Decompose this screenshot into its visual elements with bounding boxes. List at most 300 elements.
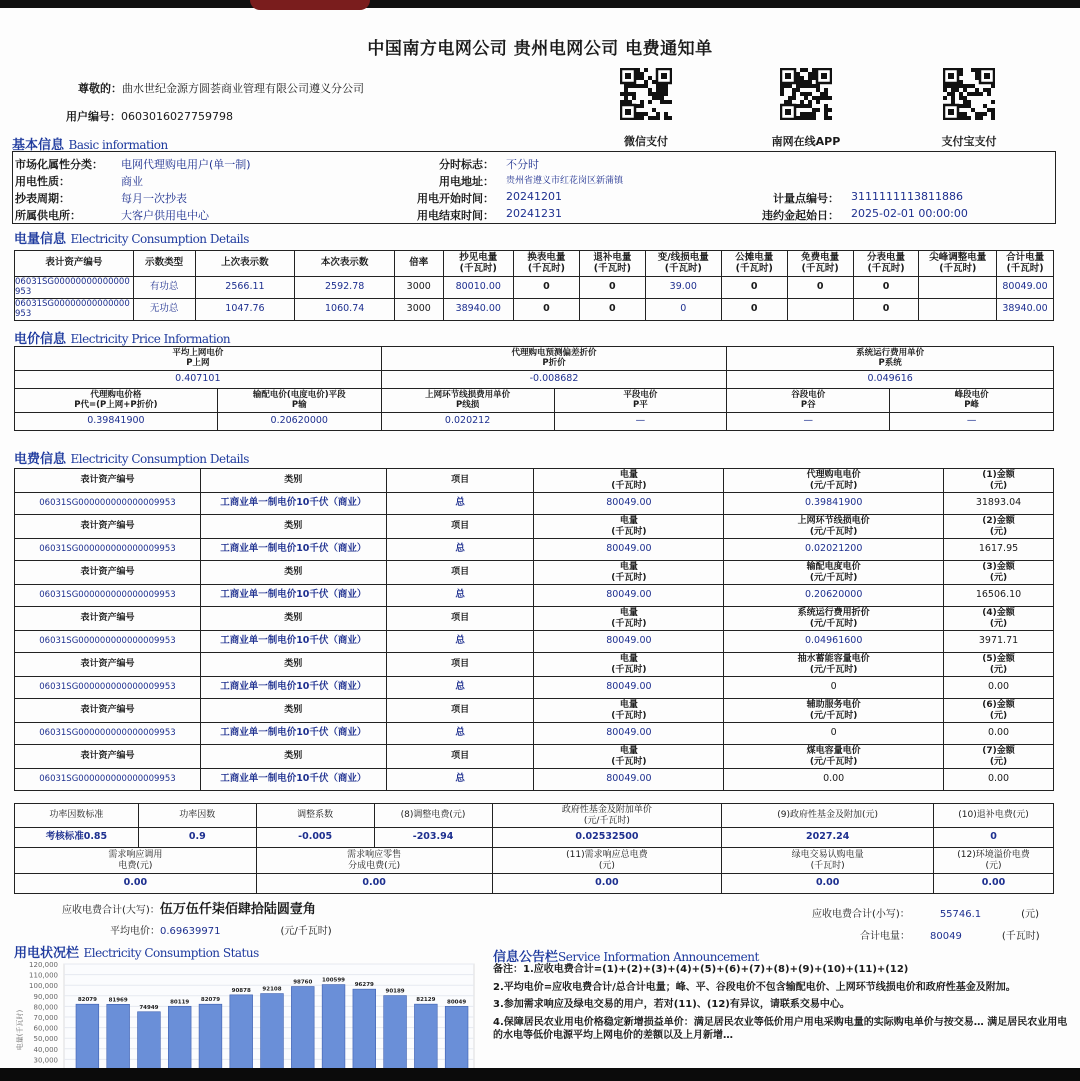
price-label: 平均上网电价 P上网 — [15, 347, 382, 371]
fee-asset: 06031SG000000000000009953 — [15, 723, 201, 745]
photo-artifact — [250, 0, 370, 10]
section-title-cn: 信息公告栏 — [493, 950, 559, 965]
power-factor-value: 0.02532500 — [492, 828, 722, 848]
power-factor-header-row — [15, 804, 1054, 828]
consumption-cell: 3000 — [395, 277, 444, 299]
price-label-row — [15, 347, 1054, 371]
fee-column-header: 类别 — [200, 745, 386, 769]
fee-category: 工商业单一制电价10千伏（商业） — [200, 723, 386, 745]
page-title: 中国南方电网公司 贵州电网公司 电费通知单 — [367, 39, 713, 59]
y-tick-label: 120,000 — [29, 961, 58, 969]
fee-asset: 06031SG000000000000009953 — [15, 677, 201, 699]
avg-price-unit: (元/千瓦时) — [280, 926, 332, 937]
fee-column-header: 类别 — [200, 561, 386, 585]
consumption-cell: 1047.76 — [195, 299, 295, 321]
consumption-cell: 2592.78 — [295, 277, 395, 299]
fee-value-row — [15, 769, 1054, 791]
basic-label: 分时标志： — [439, 158, 494, 171]
basic-value: 20241201 — [506, 190, 562, 203]
fee-header-row — [15, 469, 1054, 493]
fee-amount-header: (4)金额 (元) — [944, 607, 1054, 631]
fee-price-header: 系统运行费用折价 (元/千瓦时) — [724, 607, 944, 631]
power-factor-header: (8)调整电费(元) — [374, 804, 492, 828]
price-table — [14, 346, 1054, 431]
demand-value: 0.00 — [492, 874, 722, 894]
power-factor-value: 0 — [934, 828, 1054, 848]
bar-data-label: 92108 — [262, 986, 282, 993]
account-number: 0603016027759798 — [121, 110, 233, 123]
column-header: 变/线损电量 (千瓦时) — [645, 251, 721, 277]
price-value: — — [727, 413, 890, 431]
consumption-cell — [787, 299, 853, 321]
bar-3 — [138, 1012, 161, 1068]
fee-column-header: 项目 — [386, 745, 534, 769]
consumption-row — [15, 277, 1054, 299]
basic-value: 电网代理购电用户(单一制) — [121, 158, 251, 171]
fee-amount: 16506.10 — [944, 585, 1054, 607]
fee-value-row — [15, 539, 1054, 561]
consumption-table — [14, 250, 1054, 321]
fee-price-header: 煤电容量电价 (元/千瓦时) — [724, 745, 944, 769]
consumption-cell: 3000 — [395, 299, 444, 321]
fee-asset: 06031SG000000000000009953 — [15, 585, 201, 607]
column-header: 本次表示数 — [295, 251, 395, 277]
avg-price-label: 平均电价： — [110, 926, 160, 937]
fee-column-header: 表计资产编号 — [15, 561, 201, 585]
fee-column-header: 表计资产编号 — [15, 607, 201, 631]
avg-price-value: 0.69639971 — [160, 926, 221, 937]
section-title-cn: 用电状况栏 — [14, 946, 80, 961]
y-tick-label: 40,000 — [33, 1045, 58, 1054]
fee-kwh: 80049.00 — [534, 677, 724, 699]
basic-label: 用电地址： — [439, 175, 494, 188]
fee-value-row — [15, 677, 1054, 699]
price-value-row — [15, 371, 1054, 389]
fee-amount-header: (6)金额 (元) — [944, 699, 1054, 723]
total-lower-line — [812, 905, 1039, 920]
fee-column-header: 电量 (千瓦时) — [534, 607, 724, 631]
bar-12 — [414, 1004, 437, 1068]
photo-bottom-edge — [0, 1068, 1080, 1081]
price-value: — — [890, 413, 1054, 431]
fee-price-header: 上网环节线损电价 (元/千瓦时) — [724, 515, 944, 539]
fee-column-header: 电量 (千瓦时) — [534, 699, 724, 723]
fee-item: 总 — [386, 493, 534, 515]
bar-8 — [291, 987, 314, 1068]
power-factor-header: 功率因数标准 — [15, 804, 139, 828]
fee-column-header: 项目 — [386, 653, 534, 677]
fee-price: 0 — [724, 677, 944, 699]
bar-5 — [199, 1004, 222, 1068]
bar-data-label: 80119 — [170, 999, 190, 1006]
basic-label: 用电开始时间： — [417, 192, 494, 205]
fee-price: 0.02021200 — [724, 539, 944, 561]
fee-item: 总 — [386, 769, 534, 791]
consumption-cell — [919, 299, 997, 321]
bar-4 — [168, 1006, 191, 1068]
fee-amount: 0.00 — [944, 723, 1054, 745]
qr-label: 南网在线APP — [771, 135, 841, 148]
bar-10 — [353, 989, 376, 1068]
fee-asset: 06031SG000000000000009953 — [15, 769, 201, 791]
power-factor-header: 政府性基金及附加单价 (元/千瓦时) — [492, 804, 722, 828]
y-tick-label: 110,000 — [29, 971, 58, 980]
basic-value: 贵州省遵义市红花岗区新蒲镇 — [506, 176, 624, 186]
bar-data-label: 82079 — [200, 997, 221, 1004]
fee-amount: 1617.95 — [944, 539, 1054, 561]
fee-column-header: 项目 — [386, 699, 534, 723]
section-title-en: Service Information Announcement — [558, 950, 759, 964]
consumption-cell: 0 — [645, 299, 721, 321]
y-tick-label: 30,000 — [33, 1056, 58, 1065]
customer-name: 曲水世纪金源方圆荟商业管理有限公司遵义分公司 — [122, 82, 364, 95]
total-kwh-label: 合计电量： — [860, 931, 910, 942]
fee-column-header: 类别 — [200, 515, 386, 539]
fee-column-header: 表计资产编号 — [15, 745, 201, 769]
fee-price-header: 输配电度电价 (元/千瓦时) — [724, 561, 944, 585]
basic-value: 不分时 — [506, 158, 539, 171]
fee-price-header: 代理购电电价 (元/千瓦时) — [724, 469, 944, 493]
bar-data-label: 74949 — [139, 1004, 159, 1011]
fee-column-header: 类别 — [200, 699, 386, 723]
total-kwh-line — [860, 927, 1040, 942]
fee-kwh: 80049.00 — [534, 585, 724, 607]
wechat-pay-qr-icon[interactable] — [620, 68, 672, 120]
bar-6 — [230, 995, 253, 1068]
power-factor-value: -0.005 — [256, 828, 374, 848]
avg-price-line — [110, 922, 332, 937]
consumption-cell: 1060.74 — [295, 299, 395, 321]
fee-category: 工商业单一制电价10千伏（商业） — [200, 539, 386, 561]
fee-amount: 0.00 — [944, 769, 1054, 791]
fee-column-header: 电量 (千瓦时) — [534, 745, 724, 769]
demand-value: 0.00 — [256, 874, 492, 894]
power-factor-value: 2027.24 — [722, 828, 934, 848]
note-2: 2.平均电价=应收电费合计/总合计电量；峰、平、谷段电价不包含输配电价、上网环节线损电价和政府性基金及附加。 — [493, 981, 1016, 993]
price-label: 系统运行费用单价 P系统 — [727, 347, 1054, 371]
fee-column-header: 项目 — [386, 515, 534, 539]
bar-2 — [107, 1004, 130, 1068]
account-line — [66, 108, 233, 124]
fee-amount-header: (1)金额 (元) — [944, 469, 1054, 493]
announcement-notes — [493, 963, 1073, 1047]
customer-line — [78, 80, 364, 96]
power-factor-value-row — [15, 828, 1054, 848]
bar-data-label: 81969 — [108, 997, 128, 1004]
price-label: 上网环节线损费用单价 P线损 — [381, 389, 554, 413]
y-tick-label: 90,000 — [33, 992, 58, 1001]
column-header: 免费电量 (千瓦时) — [787, 251, 853, 277]
power-factor-header: (9)政府性基金及附加(元) — [722, 804, 934, 828]
section-title-en: Electricity Consumption Details — [70, 232, 249, 246]
fee-column-header: 电量 (千瓦时) — [534, 515, 724, 539]
demand-value-row — [15, 874, 1054, 894]
fee-item: 总 — [386, 585, 534, 607]
price-value: 0.049616 — [727, 371, 1054, 389]
fee-kwh: 80049.00 — [534, 769, 724, 791]
fee-header-row — [15, 699, 1054, 723]
consumption-cell: 0 — [721, 299, 787, 321]
qr-label: 微信支付 — [624, 135, 668, 148]
fee-price-header: 抽水蓄能容量电价 (元/千瓦时) — [724, 653, 944, 677]
fee-asset: 06031SG000000000000009953 — [15, 493, 201, 515]
consumption-bar-chart — [12, 960, 482, 1068]
fee-asset: 06031SG000000000000009953 — [15, 631, 201, 653]
basic-label: 市场化属性分类： — [15, 158, 103, 171]
fee-price: 0 — [724, 723, 944, 745]
demand-header: 需求响应零售 分成电费(元) — [256, 848, 492, 874]
bar-data-label: 82079 — [77, 997, 97, 1004]
price-label-row — [15, 389, 1054, 413]
basic-label: 所属供电所： — [15, 209, 81, 222]
alipay-qr-icon[interactable] — [943, 68, 995, 120]
fee-amount-header: (2)金额 (元) — [944, 515, 1054, 539]
fee-amount: 31893.04 — [944, 493, 1054, 515]
demand-value: 0.00 — [934, 874, 1054, 894]
price-value: 0.407101 — [15, 371, 382, 389]
section-title-en: Basic information — [68, 138, 168, 152]
section-title-cn: 电费信息 — [14, 452, 67, 467]
fee-column-header: 表计资产编号 — [15, 653, 201, 677]
bar-data-label: 90189 — [385, 988, 405, 995]
section-title-cn: 电价信息 — [14, 332, 67, 347]
fee-column-header: 电量 (千瓦时) — [534, 653, 724, 677]
total-lower-value: 55746.1 — [939, 909, 982, 920]
bar-13 — [445, 1006, 468, 1068]
y-tick-label: 50,000 — [33, 1035, 58, 1044]
power-factor-header: (10)退补电费(元) — [934, 804, 1054, 828]
fee-item: 总 — [386, 723, 534, 745]
fee-amount: 0.00 — [944, 677, 1054, 699]
price-value-row — [15, 413, 1054, 431]
basic-value: 3111111113811886 — [851, 190, 963, 203]
consumption-cell: 无功总 — [133, 299, 195, 321]
consumption-cell: 80010.00 — [443, 277, 513, 299]
total-upper-value: 伍万伍仟柒佰肆拾陆圆壹角 — [159, 902, 316, 917]
basic-value: 每月一次抄表 — [121, 192, 187, 205]
fee-category: 工商业单一制电价10千伏（商业） — [200, 493, 386, 515]
price-value: 0.20620000 — [217, 413, 381, 431]
section-title-cn: 电量信息 — [14, 232, 67, 247]
demand-value: 0.00 — [15, 874, 257, 894]
consumption-cell: 0 — [787, 277, 853, 299]
demand-header: (12)环境溢价电费 (元) — [934, 848, 1054, 874]
consumption-cell: 06031SG00000000000000953 — [15, 299, 134, 321]
section-consumption — [14, 228, 249, 247]
consumption-chart — [12, 960, 482, 1068]
basic-label: 违约金起始日： — [762, 209, 839, 222]
fee-price: 0.39841900 — [724, 493, 944, 515]
column-header: 分表电量 (千瓦时) — [853, 251, 919, 277]
fee-value-row — [15, 493, 1054, 515]
section-title-en: Electricity Consumption Status — [83, 946, 259, 960]
fee-kwh: 80049.00 — [534, 631, 724, 653]
fee-column-header: 电量 (千瓦时) — [534, 469, 724, 493]
y-tick-label: 70,000 — [33, 1014, 58, 1022]
column-header: 换表电量 (千瓦时) — [513, 251, 579, 277]
basic-value: 20241231 — [506, 207, 562, 220]
csg-online-app-qr-icon[interactable] — [780, 68, 832, 120]
price-label: 谷段电价 P谷 — [727, 389, 890, 413]
fee-category: 工商业单一制电价10千伏（商业） — [200, 769, 386, 791]
column-header: 退补电量 (千瓦时) — [579, 251, 645, 277]
fee-value-row — [15, 723, 1054, 745]
demand-header: 需求响应调用 电费(元) — [15, 848, 257, 874]
fee-header-row — [15, 653, 1054, 677]
section-price — [14, 328, 230, 347]
fee-price: 0.20620000 — [724, 585, 944, 607]
fee-amount-header: (3)金额 (元) — [944, 561, 1054, 585]
price-label: 平段电价 P平 — [554, 389, 727, 413]
fee-column-header: 项目 — [386, 469, 534, 493]
fee-column-header: 表计资产编号 — [15, 699, 201, 723]
power-factor-header: 功率因数 — [138, 804, 256, 828]
bar-data-label: 80049 — [447, 999, 467, 1006]
fee-price: 0.04961600 — [724, 631, 944, 653]
consumption-header-row — [15, 251, 1054, 277]
column-header: 上次表示数 — [195, 251, 295, 277]
fee-header-row — [15, 745, 1054, 769]
note-3: 3.参加需求响应及绿电交易的用户，若对(11)、(12)有异议，请联系交易中心。 — [493, 999, 850, 1010]
column-header: 倍率 — [395, 251, 444, 277]
fee-amount: 3971.71 — [944, 631, 1054, 653]
bar-11 — [384, 996, 407, 1068]
price-label: 输配电价(电度电价)平段 P输 — [217, 389, 381, 413]
price-label: 峰段电价 P峰 — [890, 389, 1054, 413]
power-factor-value: 0.9 — [138, 828, 256, 848]
price-label: 代理购电预测偏差折价 P折价 — [381, 347, 727, 371]
price-value: 0.39841900 — [15, 413, 218, 431]
basic-value: 大客户供用电中心 — [121, 209, 209, 222]
fee-category: 工商业单一制电价10千伏（商业） — [200, 677, 386, 699]
fee-column-header: 项目 — [386, 607, 534, 631]
fee-price-header: 辅助服务电价 (元/千瓦时) — [724, 699, 944, 723]
column-header: 公摊电量 (千瓦时) — [721, 251, 787, 277]
total-lower-unit: (元) — [1021, 909, 1039, 920]
bar-data-label: 82129 — [416, 997, 436, 1004]
consumption-cell: 06031SG00000000000000953 — [15, 277, 134, 299]
fee-kwh: 80049.00 — [534, 493, 724, 515]
bar-data-label: 98760 — [293, 979, 313, 986]
fee-amount-header: (7)金额 (元) — [944, 745, 1054, 769]
total-kwh-unit: (千瓦时) — [1001, 931, 1040, 942]
fee-column-header: 项目 — [386, 561, 534, 585]
photo-top-edge — [0, 0, 1080, 8]
fee-header-row — [15, 607, 1054, 631]
account-label: 用户编号： — [66, 110, 121, 123]
basic-label: 抄表周期： — [15, 192, 70, 205]
fee-item: 总 — [386, 539, 534, 561]
consumption-cell: 有功总 — [133, 277, 195, 299]
consumption-cell: 0 — [853, 299, 919, 321]
fee-category: 工商业单一制电价10千伏（商业） — [200, 585, 386, 607]
fees-table — [14, 468, 1054, 791]
consumption-cell: 2566.11 — [195, 277, 295, 299]
fee-value-row — [15, 585, 1054, 607]
bar-1 — [76, 1004, 99, 1068]
fee-item: 总 — [386, 677, 534, 699]
consumption-row — [15, 299, 1054, 321]
fee-kwh: 80049.00 — [534, 723, 724, 745]
consumption-cell: 0 — [513, 299, 579, 321]
consumption-cell: 80049.00 — [997, 277, 1054, 299]
fee-amount-header: (5)金额 (元) — [944, 653, 1054, 677]
column-header: 表计资产编号 — [15, 251, 134, 277]
basic-value: 商业 — [121, 175, 143, 188]
consumption-cell: 0 — [579, 277, 645, 299]
fee-column-header: 类别 — [200, 469, 386, 493]
fee-column-header: 表计资产编号 — [15, 469, 201, 493]
fee-column-header: 电量 (千瓦时) — [534, 561, 724, 585]
power-factor-header: 调整系数 — [256, 804, 374, 828]
consumption-cell: 0 — [721, 277, 787, 299]
fee-item: 总 — [386, 631, 534, 653]
customer-label: 尊敬的： — [78, 82, 122, 95]
basic-info-box — [12, 151, 1056, 224]
total-lower-label: 应收电费合计(小写)： — [812, 909, 910, 920]
fee-column-header: 表计资产编号 — [15, 515, 201, 539]
fee-column-header: 类别 — [200, 653, 386, 677]
consumption-cell: 0 — [853, 277, 919, 299]
fee-column-header: 类别 — [200, 607, 386, 631]
demand-header-row — [15, 848, 1054, 874]
y-tick-label: 60,000 — [33, 1024, 58, 1033]
column-header: 合计电量 (千瓦时) — [997, 251, 1054, 277]
price-value: -0.008682 — [381, 371, 727, 389]
y-tick-label: 100,000 — [29, 982, 58, 991]
y-tick-label: 80,000 — [33, 1003, 58, 1012]
fee-header-row — [15, 561, 1054, 585]
section-fees — [14, 448, 249, 467]
power-factor-value: -203.94 — [374, 828, 492, 848]
total-upper-line — [62, 898, 316, 917]
section-title-en: Electricity Consumption Details — [70, 452, 249, 466]
section-title-cn: 基本信息 — [12, 138, 65, 153]
demand-value: 0.00 — [722, 874, 934, 894]
fee-price: 0.00 — [724, 769, 944, 791]
price-value: — — [554, 413, 727, 431]
section-title-en: Electricity Price Information — [70, 332, 231, 346]
qr-label: 支付宝支付 — [941, 135, 997, 148]
power-factor-table — [14, 803, 1054, 894]
basic-value: 2025-02-01 00:00:00 — [851, 207, 968, 220]
column-header: 尖峰调整电量 (千瓦时) — [919, 251, 997, 277]
section-status — [14, 942, 259, 961]
price-label: 代理购电价格 P代=(P上网+P折价) — [15, 389, 218, 413]
power-factor-value: 考核标准0.85 — [15, 828, 139, 848]
bar-9 — [322, 985, 345, 1068]
bar-data-label: 90878 — [231, 987, 251, 994]
bar-data-label: 100599 — [322, 977, 346, 984]
consumption-cell: 38940.00 — [997, 299, 1054, 321]
column-header: 示数类型 — [133, 251, 195, 277]
total-upper-label: 应收电费合计(大写)： — [62, 905, 160, 916]
consumption-cell — [919, 277, 997, 299]
demand-header: (11)需求响应总电费 (元) — [492, 848, 722, 874]
fee-asset: 06031SG000000000000009953 — [15, 539, 201, 561]
price-value: 0.020212 — [381, 413, 554, 431]
consumption-cell: 38940.00 — [443, 299, 513, 321]
bar-7 — [261, 994, 284, 1068]
fee-header-row — [15, 515, 1054, 539]
y-axis-label: 电量(千瓦时) — [16, 1009, 24, 1051]
demand-header: 绿电交易认购电量 (千瓦时) — [722, 848, 934, 874]
consumption-cell: 39.00 — [645, 277, 721, 299]
consumption-cell: 0 — [513, 277, 579, 299]
bar-data-label: 96279 — [354, 982, 374, 989]
note-4: 4.保障居民农业用电价格稳定新增损益单价：满足居民农业等低价用户用电采购电量的实际购电单价与按交易… 满足居民农业用电的水电等低价电源平均上网电价的差额以及上月新增… — [493, 1016, 1068, 1041]
basic-label: 用电结束时间： — [417, 209, 494, 222]
